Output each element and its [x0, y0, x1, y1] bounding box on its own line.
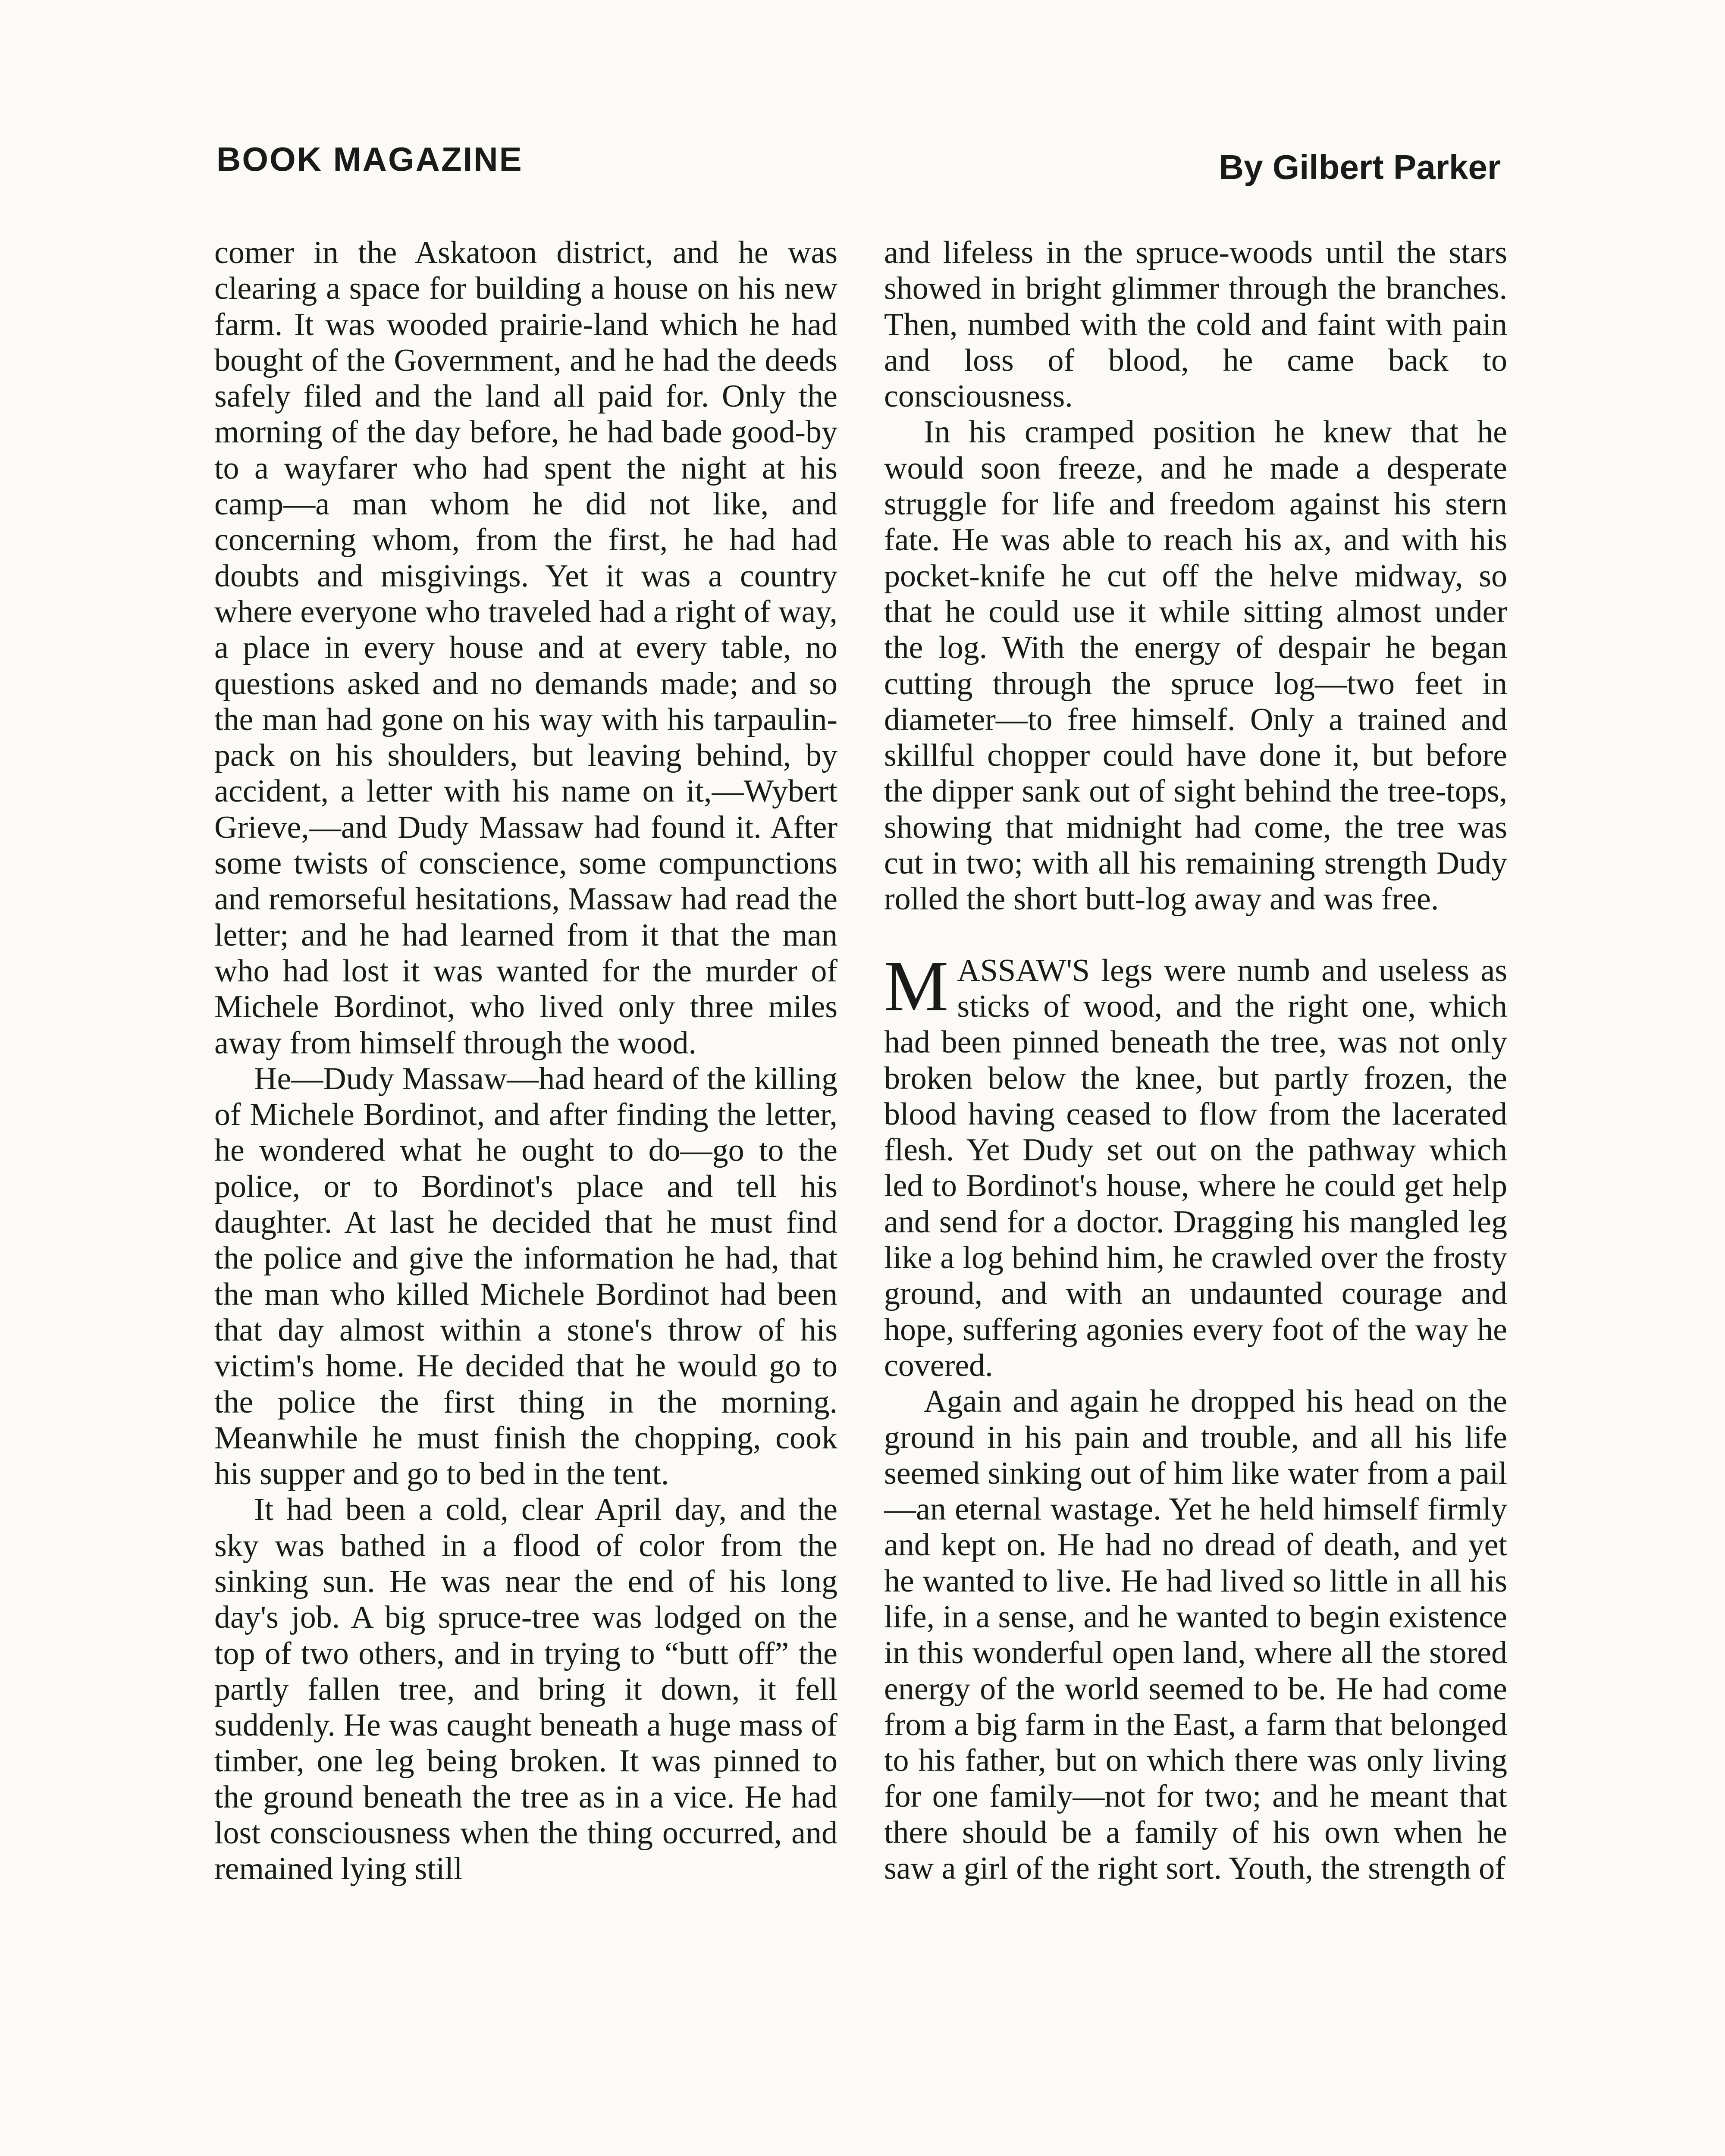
paragraph: and lifeless in the spruce-woods until the stars showed in bright glimmer through the branches. Then, numbed with the cold and faint with pain and loss of blood, he came back to consciousness.	[884, 235, 1507, 414]
section-break	[884, 918, 1507, 953]
paragraph-text: ASSAW'S legs were numb and useless as sticks of wood, and the right one, which had been pinned beneath the tree, was not only broken below the knee, but partly frozen, the blood having ceased to flow from the lacerated flesh. Yet Dudy set out on the pathway which led to Bordinot's house, where he could get help and send for a doctor. Dragging his mangled leg like a log behind him, he crawled over the frosty ground, and with an undaunted courage and hope, suffering agonies every foot of the way he covered.	[884, 953, 1507, 1383]
paragraph: It had been a cold, clear April day, and the sky was bathed in a flood of color from the sinking sun. He was near the end of his long day's job. A big spruce-tree was lodged on the top of two others, and in trying to “butt off” the partly fallen tree, and bring it down, it fell suddenly. He was caught beneath a huge mass of timber, one leg being broken. It was pinned to the ground beneath the tree as in a vice. He had lost consciousness when the thing occurred, and remained lying still	[214, 1492, 837, 1887]
drop-cap: M	[884, 946, 949, 1026]
paragraph: In his cramped position he knew that he would soon freeze, and he made a desperate struggle for life and freedom against his stern fate. He was able to reach his ax, and with his pocket-knife he cut off the helve midway, so that he could use it while sitting almost under the log. With the energy of despair he began cutting through the spruce log—two feet in diameter—to free himself. Only a trained and skillful chopper could have done it, but before the dipper sank out of sight behind the tree-tops, showing that midnight had come, the tree was cut in two; with all his remaining strength Dudy rolled the short butt-log away and was free.	[884, 414, 1507, 917]
right-column	[884, 235, 1507, 2156]
author-byline: By Gilbert Parker	[1219, 148, 1501, 186]
paragraph: comer in the Askatoon district, and he was clearing a space for building a house on his new farm. It was wooded prairie-land which he had bought of the Government, and he had the deeds safely filed and the land all paid for. Only the morning of the day before, he had bade good-by to a wayfarer who had spent the night at his camp—a man whom he did not like, and concerning whom, from the first, he had had doubts and misgivings. Yet it was a country where everyone who traveled had a right of way, a place in every house and at every table, no questions asked and no demands made; and so the man had gone on his way with his tarpaulin-pack on his shoulders, but leaving behind, by accident, a letter with his name on it,—Wybert Grieve,—and Dudy Massaw had found it. After some twists of conscience, some compunctions and remorseful hesitations, Massaw had read the letter; and he had learned from it that the man who had lost it was wanted for the murder of Michele Bordinot, who lived only three miles away from himself through the wood.	[214, 235, 837, 1061]
magazine-title: BOOK MAGAZINE	[216, 140, 523, 178]
left-column	[214, 235, 837, 2156]
paragraph: He—Dudy Massaw—had heard of the killing of Michele Bordinot, and after finding the letter, he wondered what he ought to do—go to the police, or to Bordinot's place and tell his daughter. At last he decided that he must find the police and give the information he had, that the man who killed Michele Bordinot had been that day almost within a stone's throw of his victim's home. He decided that he would go to the police the first thing in the morning. Meanwhile he must finish the chopping, cook his supper and go to bed in the tent.	[214, 1061, 837, 1492]
paragraph: Again and again he dropped his head on the ground in his pain and trouble, and all his life seemed sinking out of him like water from a pail—an eternal wastage. Yet he held himself firmly and kept on. He had no dread of death, and yet he wanted to live. He had lived so little in all his life, in a sense, and he wanted to begin existence in this wonderful open land, where all the stored energy of the world seemed to be. He had come from a big farm in the East, a farm that belonged to his father, but on which there was only living for one family—not for two; and he meant that there should be a family of his own when he saw a girl of the right sort. Youth, the strength of	[884, 1384, 1507, 1887]
section-opening-paragraph	[884, 946, 1507, 1384]
